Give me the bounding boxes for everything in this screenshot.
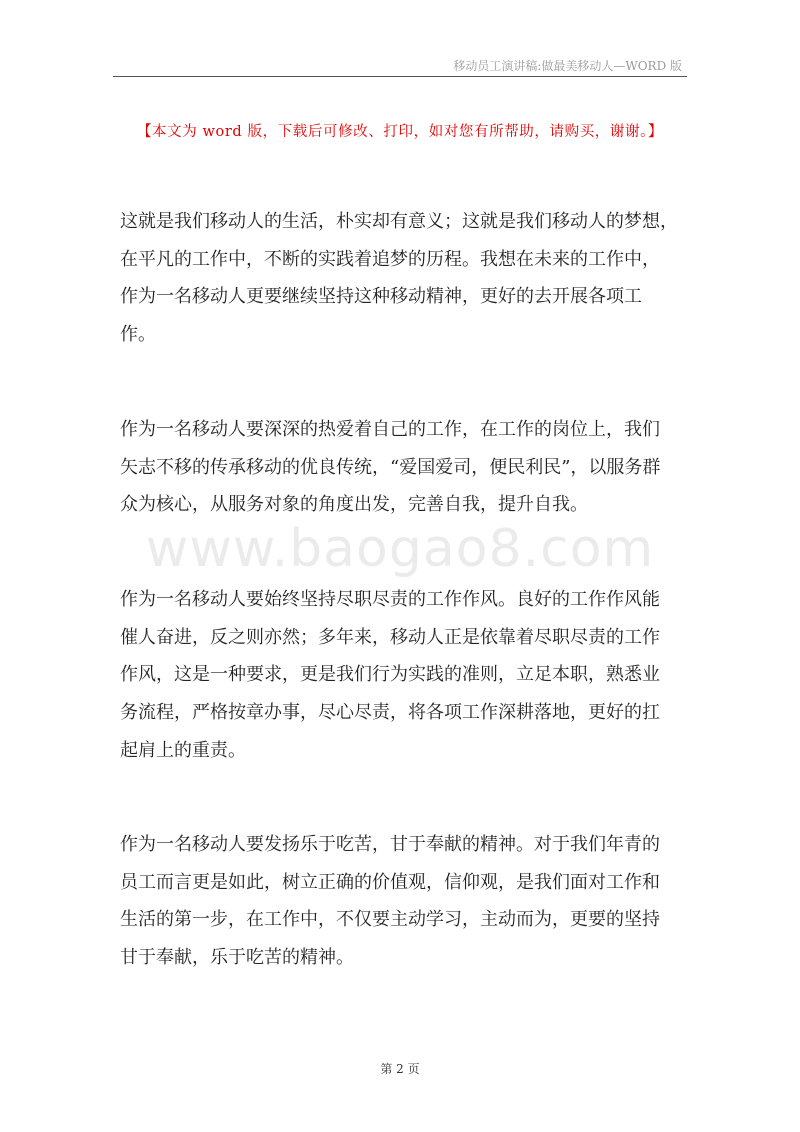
paragraph-line: 催人奋进，反之则亦然；多年来，移动人正是依靠着尽职尽责的工作 [120, 626, 660, 648]
running-header: 移动员工演讲稿:做最美移动人—WORD 版 [453, 59, 682, 73]
paragraph-2 [120, 411, 685, 524]
paragraph-1 [120, 203, 685, 354]
paragraph-line: 矢志不移的传承移动的优良传统，“爱国爱司，便民利民”，以服务群 [120, 456, 661, 478]
paragraph-line: 这就是我们移动人的生活，朴实却有意义；这就是我们移动人的梦想， [120, 211, 678, 232]
paragraph-line: 员工而言更是如此，树立正确的价值观，信仰观，是我们面对工作和 [120, 871, 660, 893]
paragraph-4 [120, 826, 685, 977]
watermark: www.baogao8.com [145, 519, 655, 579]
paragraph-line: 务流程，严格按章办事，尽心尽责，将各项工作深耕落地，更好的扛 [120, 702, 660, 724]
paragraph-line: 众为核心，从服务对象的角度出发，完善自我，提升自我。 [120, 494, 588, 516]
paragraph-line: 作为一名移动人更要继续坚持这种移动精神，更好的去开展各项工 [120, 286, 642, 308]
paragraph-line: 在平凡的工作中，不断的实践着追梦的历程。我想在未来的工作中， [120, 248, 660, 270]
paragraph-line: 作为一名移动人要深深的热爱着自己的工作，在工作的岗位上，我们 [120, 419, 660, 440]
paragraph-line: 甘于奉献，乐于吃苦的精神。 [120, 947, 354, 969]
header-rule [113, 76, 687, 77]
word-version-notice: 【本文为 word 版，下载后可修改、打印，如对您有所帮助，请购买，谢谢。】 [136, 124, 664, 140]
paragraph-line: 作。 [120, 324, 156, 346]
paragraph-line: 作为一名移动人要发扬乐于吃苦，甘于奉献的精神。对于我们年青的 [120, 834, 660, 855]
paragraph-line: 起肩上的重责。 [120, 739, 246, 761]
paragraph-3 [120, 581, 685, 770]
paragraph-line: 作风，这是一种要求，更是我们行为实践的准则，立足本职，熟悉业 [120, 664, 660, 686]
page-number: 第 2 页 [380, 1062, 420, 1076]
paragraph-line: 生活的第一步，在工作中，不仅要主动学习，主动而为，更要的坚持 [120, 909, 660, 931]
paragraph-line: 作为一名移动人要始终坚持尽职尽责的工作作风。良好的工作作风能 [120, 589, 660, 610]
